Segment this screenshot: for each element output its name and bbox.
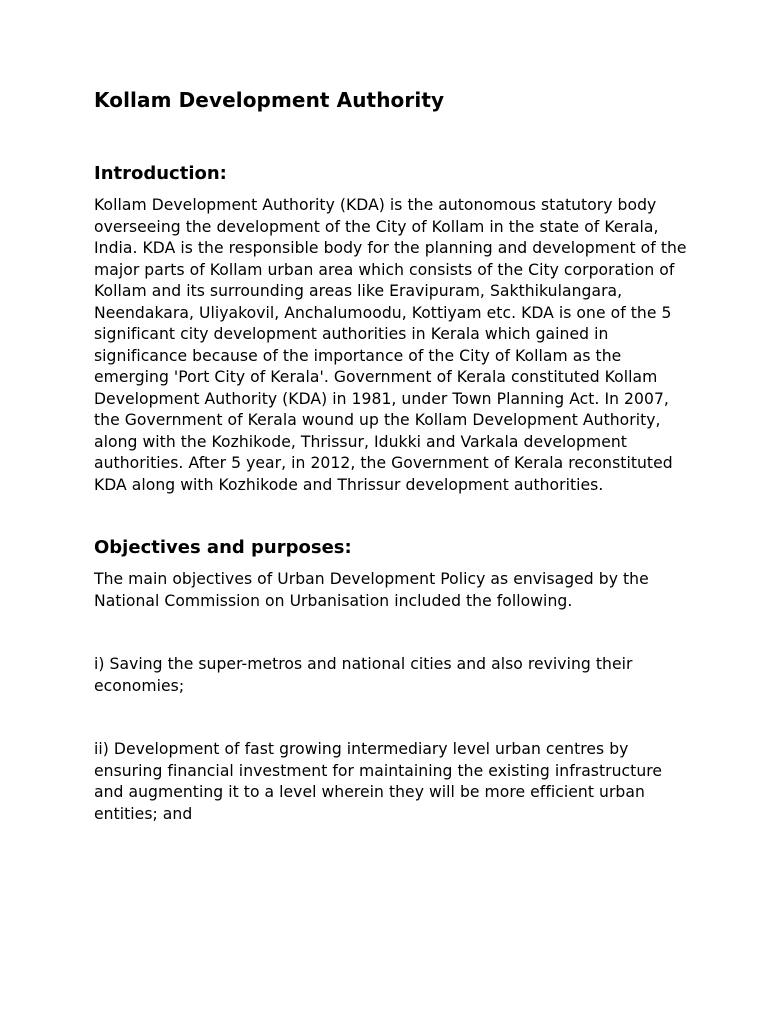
objectives-paragraph: The main objectives of Urban Development Policy as envisaged by the National Commission on Urbanisation included the following. xyxy=(94,570,649,610)
document-title: Kollam Development Authority xyxy=(94,88,445,112)
introduction-paragraph: Kollam Development Authority (KDA) is the autonomous statutory body overseeing the development of the City of Kollam in the state of Kerala, India. KDA is the responsible body for the planning and development of the major parts of Kollam urban area which consists of the City corporation of Kollam and its surrounding areas like Eravipuram, Sakthikulangara, Neendakara, Uliyakovil, Anchalumoodu, Kottiyam etc. KDA is one of the 5 significant city development authorities in Kerala which gained in significance because of the importance of the City of Kollam as the emerging 'Port City of Kerala'. Government of Kerala constituted Kollam Development Authority (KDA) in 1981, under Town Planning Act. In 2007, the Government of Kerala wound up the Kollam Development Authority, along with the Kozhikode, Thrissur, Idukki and Varkala development authorities. After 5 year, in 2012, the Government of Kerala reconstituted KDA along with Kozhikode and Thrissur development authorities. xyxy=(94,196,687,494)
objective-item-1: i) Saving the super-metros and national cities and also reviving their economies; xyxy=(94,655,633,695)
objectives-heading: Objectives and purposes: xyxy=(94,537,352,558)
introduction-heading: Introduction: xyxy=(94,163,227,184)
objective-item-2: ii) Development of fast growing intermediary level urban centres by ensuring financial investment for maintaining the existing infrastructure and augmenting it to a level wherein they will be more efficient urban entities; and xyxy=(94,740,663,823)
document-page xyxy=(94,86,694,825)
